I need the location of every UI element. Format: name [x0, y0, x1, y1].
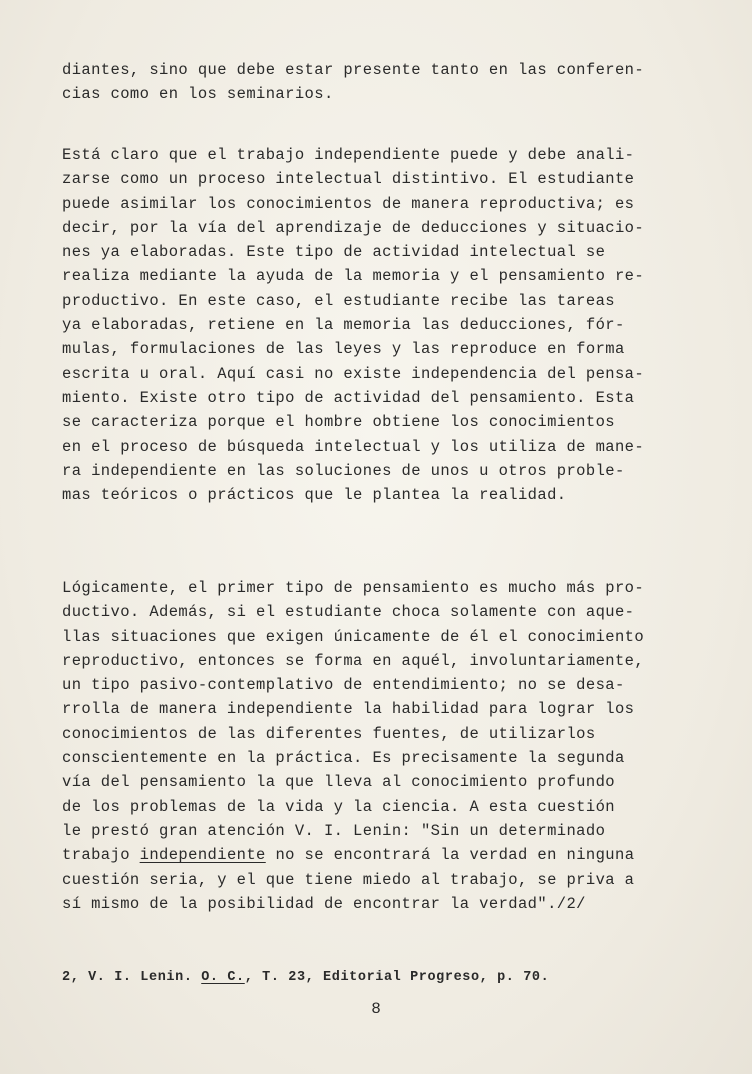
paragraph-logically — [62, 576, 712, 916]
footnote — [62, 970, 549, 985]
text-line: cias como en los seminarios. — [62, 85, 334, 104]
text-line: le prestó gran atención V. I. Lenin: "Sin un determinado — [62, 821, 606, 840]
footnote-oc: O. C. — [201, 970, 245, 985]
text-line: rrolla de manera independiente la habilidad para lograr los — [62, 700, 635, 719]
text-line: ya elaboradas, retiene en la memoria las deducciones, fór- — [62, 316, 625, 335]
text-line: en el proceso de búsqueda intelectual y los utiliza de mane- — [62, 437, 645, 456]
text-line: realiza mediante la ayuda de la memoria y el pensamiento re- — [62, 267, 645, 286]
text-line: ductivo. Además, si el estudiante choca solamente con aque- — [62, 603, 635, 622]
text-line: cuestión seria, y el que tiene miedo al trabajo, se priva a — [62, 870, 635, 889]
paragraph-independent-work — [62, 143, 712, 507]
text-line: vía del pensamiento la que lleva al conocimiento profundo — [62, 773, 615, 792]
text-line: decir, por la vía del aprendizaje de deducciones y situacio- — [62, 218, 645, 237]
text-line: diantes, sino que debe estar presente tanto en las conferen- — [62, 61, 645, 79]
text-line — [62, 846, 634, 864]
text-line: escrita u oral. Aquí casi no existe independencia del pensa- — [62, 364, 645, 383]
text-line: se caracteriza porque el hombre obtiene los conocimientos — [62, 413, 615, 432]
text-line: zarse como un proceso intelectual distintivo. El estudiante — [62, 170, 635, 189]
text-line: reproductivo, entonces se forma en aquél, involuntariamente, — [62, 651, 645, 670]
text-line: de los problemas de la vida y la ciencia. A esta cuestión — [62, 797, 615, 816]
text-fragment: trabajo — [62, 846, 140, 865]
paragraph-intro — [62, 58, 712, 107]
page-number: 8 — [371, 1000, 381, 1018]
footnote-suffix: , T. 23, Editorial Progreso, p. 70. — [244, 970, 550, 985]
underlined-word: independiente — [139, 846, 266, 865]
text-line: ra independiente en las soluciones de unos u otros proble- — [62, 461, 625, 480]
text-line: nes ya elaboradas. Este tipo de actividad intelectual se — [62, 243, 606, 262]
text-line: conscientemente en la práctica. Es precisamente la segunda — [62, 749, 625, 768]
text-line: productivo. En este caso, el estudiante recibe las tareas — [62, 291, 615, 310]
footnote-prefix: 2, V. I. Lenin. — [62, 970, 202, 985]
text-fragment: no se encontrará la verdad en ninguna — [265, 846, 635, 865]
text-line: mulas, formulaciones de las leyes y las reproduce en forma — [62, 340, 625, 359]
text-line: sí mismo de la posibilidad de encontrar la verdad"./2/ — [62, 894, 586, 913]
text-line: Está claro que el trabajo independiente puede y debe anali- — [62, 146, 635, 164]
text-line: mas teóricos o prácticos que le plantea la realidad. — [62, 486, 567, 505]
text-line: Lógicamente, el primer tipo de pensamiento es mucho más pro- — [62, 579, 645, 597]
text-line: un tipo pasivo-contemplativo de entendimiento; no se desa- — [62, 676, 625, 695]
text-line: conocimientos de las diferentes fuentes, de utilizarlos — [62, 724, 596, 743]
text-line: miento. Existe otro tipo de actividad del pensamiento. Esta — [62, 388, 635, 407]
text-line: llas situaciones que exigen únicamente de él el conocimiento — [62, 627, 645, 646]
text-line: puede asimilar los conocimientos de manera reproductiva; es — [62, 194, 635, 213]
